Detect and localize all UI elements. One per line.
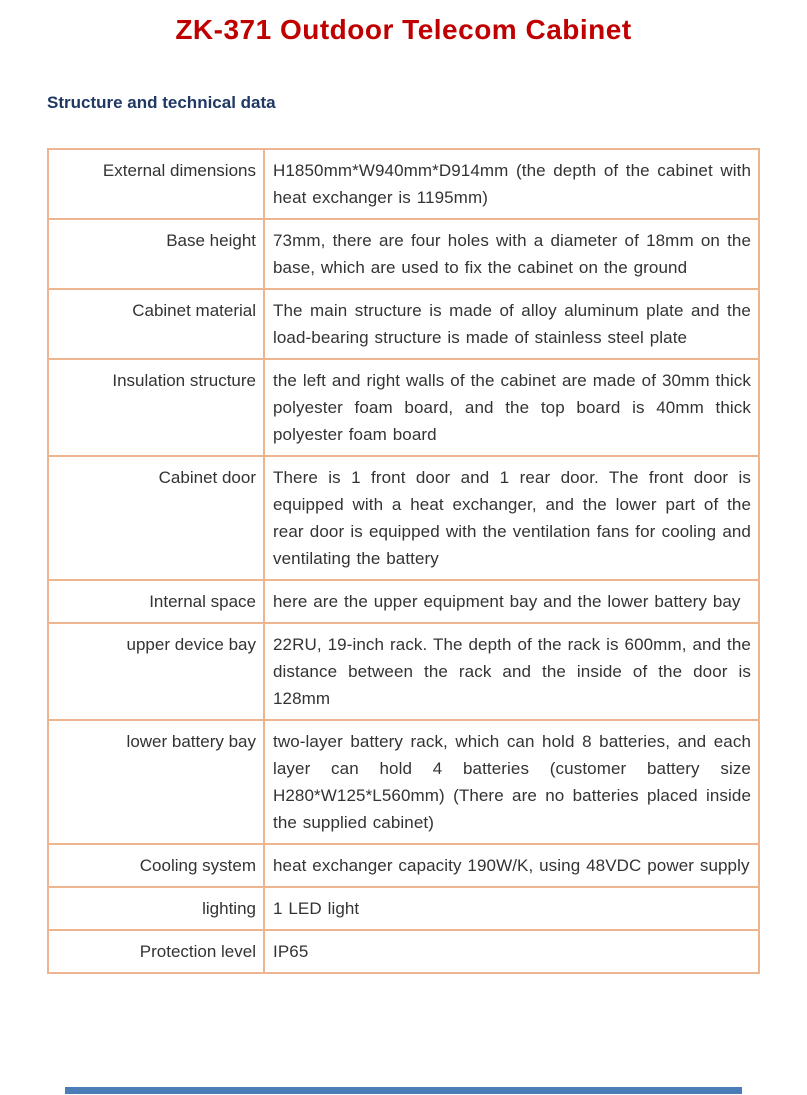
spec-value: The main structure is made of alloy aluminum plate and the load-bearing structure is made of stainless steel plate [264,289,759,359]
spec-value: IP65 [264,930,759,973]
table-row [48,289,759,359]
table-row [48,219,759,289]
spec-label: lighting [48,887,264,930]
spec-label: Base height [48,219,264,289]
spec-value: 1 LED light [264,887,759,930]
spec-value: here are the upper equipment bay and the lower battery bay [264,580,759,623]
table-row [48,844,759,887]
bottom-blue-bar [65,1087,742,1094]
spec-label: Insulation structure [48,359,264,456]
table-row [48,720,759,844]
page-title: ZK-371 Outdoor Telecom Cabinet [175,14,632,45]
spec-value: two-layer battery rack, which can hold 8 batteries, and each layer can hold 4 batteries (customer battery size H280*W125*L560mm) (There are no batteries placed inside the supplied cabinet) [264,720,759,844]
spec-label: Internal space [48,580,264,623]
spec-value: There is 1 front door and 1 rear door. The front door is equipped with a heat exchanger, and the lower part of the rear door is equipped with the ventilation fans for cooling and ventilating the battery [264,456,759,580]
spec-table-body [48,149,759,973]
spec-label: upper device bay [48,623,264,720]
spec-label: lower battery bay [48,720,264,844]
spec-value: heat exchanger capacity 190W/K, using 48VDC power supply [264,844,759,887]
spec-label: Cabinet door [48,456,264,580]
spec-label: External dimensions [48,149,264,219]
table-row [48,623,759,720]
spec-label: Cooling system [48,844,264,887]
spec-table [47,148,760,974]
section-heading: Structure and technical data [47,93,276,112]
table-row [48,456,759,580]
spec-value: the left and right walls of the cabinet are made of 30mm thick polyester foam board, and the top board is 40mm thick polyester foam board [264,359,759,456]
spec-label: Cabinet material [48,289,264,359]
table-row [48,887,759,930]
table-row [48,580,759,623]
spec-value: 22RU, 19-inch rack. The depth of the rack is 600mm, and the distance between the rack and the inside of the door is 128mm [264,623,759,720]
table-row [48,149,759,219]
table-row [48,930,759,973]
spec-value: 73mm, there are four holes with a diameter of 18mm on the base, which are used to fix the cabinet on the ground [264,219,759,289]
table-row [48,359,759,456]
spec-label: Protection level [48,930,264,973]
spec-value: H1850mm*W940mm*D914mm (the depth of the cabinet with heat exchanger is 1195mm) [264,149,759,219]
